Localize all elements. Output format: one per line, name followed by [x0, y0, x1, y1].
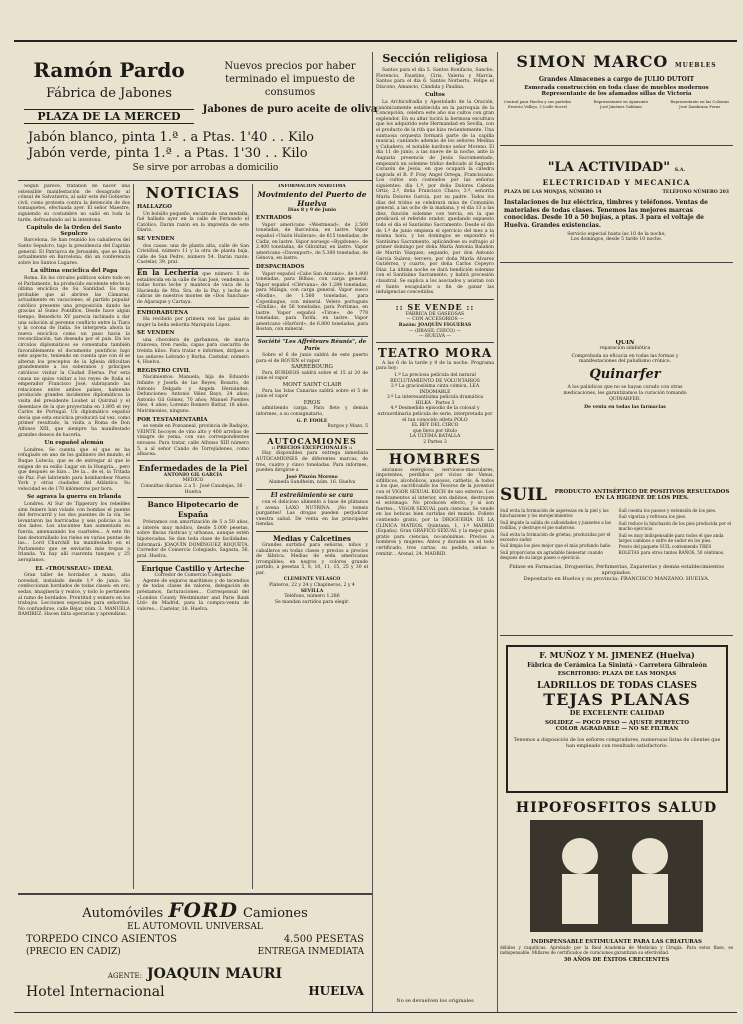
actividad-note: Los domingos, desde 5 tarde 10 noche.: [570, 237, 663, 242]
lecheria-title: En la Lechería: [137, 267, 199, 277]
teatro-program-item: HILKA · Partes 3: [415, 400, 455, 406]
maritima-heading: DESPACHADOS: [256, 263, 305, 270]
ramon-pardo-line1: Fábrica de Jabones: [46, 86, 172, 101]
hombres-title: HOMBRES: [388, 451, 482, 468]
societe-title: Société "Les Affréteurs Réunis", de París: [257, 339, 367, 353]
rule: [500, 145, 733, 146]
societe-text: Sobre el 6 de junio saldrá de este puerto para el de ROUEN el vapor: [256, 353, 368, 364]
bottom-rule: [14, 1012, 737, 1013]
se-vende-line: Razón: JOAQUÍN FIGUERAS: [398, 322, 472, 328]
column-rule: [497, 52, 498, 1012]
munoz-line4: TEJAS PLANAS: [543, 690, 691, 709]
rule: [500, 635, 733, 636]
autocamiones-title: AUTOCAMIONES: [267, 435, 357, 446]
hipofosfitos-l3: 30 AÑOS DE ÉXITOS CRECIENTES: [563, 957, 670, 964]
actividad-tag: S.A.: [674, 167, 686, 173]
news-heading: La última encíclica del Papa: [30, 268, 118, 275]
estrenimiento-text: con el delicioso alimento a base de plátanos y avena LAXO NUTRINA. ¡No tomeis purgantes! Las drogas pueden perjudicar vuestra salud. De venta en las principales tiendas.: [256, 499, 368, 528]
teatro-program-item: RECLUTAMIENTO DE VOLUNTARIOS: [390, 378, 480, 384]
enrique-sub: Corredor de Comercio Colegiado: [154, 573, 232, 579]
autocamiones-ad: [256, 433, 368, 486]
ramon-pardo-name: Ramón Pardo: [33, 58, 185, 82]
banco-ad: [137, 497, 249, 559]
quinarfer-text: Comprobada su eficacia en todas las formas y manifestaciones del paludismo crónico.: [571, 353, 679, 365]
maritima-title: Movimiento del Puerto de Huelva: [257, 189, 367, 208]
religiosa-heading: Cultos: [425, 92, 445, 99]
quinarfer-sub: reparación simbiótica: [599, 345, 651, 351]
actividad-phone: TELÉFONO NÚMERO 203: [662, 190, 729, 195]
quinarfer-ad: [560, 340, 690, 458]
se-vende-line: — HUELVA —: [418, 334, 452, 340]
hombres-text: ancianos enérgicos, nerviosos-musculares, impotentes, perdidos por vicios de Venus, sifilíticos, alcohólicos, ansiosos, cathetis, & todos a los que, sacrificando los Tesoros de la juventud con el VIGOR SEXUAL KOCH de uso externo. Los medicamentos al interior, son dañinos, destruyen el estómago. No producen efecto, y si son fuertes... VIGOR SEXUAL para ciencias. Se vende en las boticas bien surtidas del mundo. Folleto contiendo gratis, por la DROGUERÍA DE LA CLÍNICA MATEOS. Quintana, 1, 1.º MADRID (España). Gran GRÁFICO SEXUAL y la mejor guía gratis para ciencias, no-anónimas. Precios a hombres y mujeres: Antes y durante en el todo certificado, tres cartas, su pedido, señas a remitir... Arenal, 24. MADRID.: [376, 467, 494, 557]
suil-row: Suil es muy indispensable para todos el que anda largos caminos o sufre de sudor en los pies.: [618, 532, 724, 544]
maritima-date: Días 8 y 9 de Junio: [287, 207, 337, 213]
suil-title: SUIL: [500, 485, 548, 505]
munoz-name: F. MUÑOZ Y M. JIMENEZ (Huelva): [539, 650, 695, 660]
suil-row: Suil limpia los pies mejor que el más profundo baño.: [500, 543, 612, 549]
actividad-title: "LA ACTIVIDAD": [547, 160, 670, 175]
news-heading: Un español alemán: [44, 440, 104, 447]
lecheria-text: que número 5 de establecida en la calle de San José, vendemos a todas horas leche y manteca de vaca de la Hacienda de Nta. Sra. de la Paz, y leche de cabras de nuestros montes de «Dos Sanchas» de Aljaraque y Cartaya.: [137, 271, 249, 305]
se-vende-line: — CON ACCESORIOS —: [406, 317, 464, 323]
maritima-text: Vapor español «Cabo San Antonio», de 1.800 toneladas, para Bilbao, con carga general. Vapor español «Clérvana», de 1.284 toneladas, para Málaga, con carga general. Vapor sueco «Rodin», de 1.560 toneladas, para Copenhague, con mineral. Velero portugués «Emilia», de 56 toneladas, para Portimao, en lastre. Vapor español «Tiroe», de 778 toneladas, para Tarifa, en lastre. Vapor americano «Harford», de 6.800 toneladas, para Boston, con mineral.: [256, 271, 368, 333]
simon-marco-ad: [500, 52, 733, 140]
quinarfer-brand: Quinarfer: [589, 367, 661, 383]
simon-marco-small: Central para Huelva y sus partidos: [504, 99, 572, 104]
hipofosfitos-title: HIPOFOSFITOS SALUD: [515, 800, 718, 816]
munoz-line1: Fábrica de Cerámica La Sinintá - Carretera Gibraleón: [527, 662, 707, 669]
noticias-text: se vende en Pozoaneal, provincia de Badajoz, VEINTE bocoyes de vino alto y 400 arrobas de vinagre de yema, con sus correspondientes envases. Para tratar, calle Alfonso XIII número 5, a al señor Cando de Torrejúdenes, como albacea.: [137, 424, 249, 458]
munoz-line2: ESCRITORIO: PLAZA DE LAS MONJAS: [557, 671, 677, 677]
noticias-text: Ha recibido por primera vez las galas de mujer la bella señorita Mariquita López.: [137, 317, 249, 328]
column-rule: [372, 52, 373, 1012]
simon-marco-name: SIMON MARCO: [516, 52, 669, 71]
suil-row: Suil evita la formación de asperezas en la piel y las hinchazones y los enrojecimientos: [500, 508, 609, 519]
teatro-program-item: EL REY DEL CIRCO: [411, 423, 459, 429]
banco-text: Préstamos con amortización de 5 a 50 años, a interés muy módico, desde 5.000 pesetas, sobre fincas rústicas y urbanas, aunque estén hipotecadas. Se dan toda clase de facilidades. Informará: JOAQUÍN DOMÍNGUEZ ROQUETA. Corredor de Comercio Colegiado, Sagasta, 56, pral. Huelva.: [137, 520, 249, 559]
medias-name: CLEMENTE VELASCO: [283, 577, 341, 583]
ford-universal: EL AUTOMOVIL UNIVERSAL: [127, 922, 263, 932]
noticias-text: Un bolsillo pequeño, encarnado una medalla, fué hallado ayer en la calle de Fernando el Católico. Darán razón en la imprenta de este Diario.: [137, 211, 249, 234]
societe-vessel: SARREBOURG: [291, 364, 333, 371]
teatro-program-item: 4.º Desmedido episodio de la colosal y extraordinaria película de serie, interpretada por el tan conocido atleta POLO: [377, 406, 493, 423]
ford-post: Camiones: [243, 906, 308, 921]
enfermedades-sub: MEDICO: [182, 478, 204, 484]
autocamiones-address: Alameda Sundheim, núm. 16. Huelva: [268, 480, 356, 486]
rule: [18, 180, 372, 181]
teatro-program-item: 1.º La preciosa película del natural: [394, 372, 476, 378]
actividad-ad: [500, 160, 733, 256]
column-noticias: [137, 184, 249, 889]
religiosa-text: Santos para el día 5. Santos Bonifacio, Sancho, Florencio, Faustino, Ciris, Valeria y Marcia. Santos para el día 6. Santos Norberto, Felipe el Diácono, Amancio, Cándida y Paulina.: [376, 68, 494, 90]
maritima-header: INFORMACIÓN MARÍTIMA: [278, 184, 346, 189]
hipofosfitos-ad: [500, 800, 733, 1005]
se-vende-title: :: SE VENDE ::: [395, 301, 475, 312]
suil-row: Precio del paquete SUIL conteniendo TRES BOLETAS para otros tantos BAÑOS, 50 céntimos.: [618, 544, 725, 555]
rule: [18, 893, 372, 895]
column-religiosa: [376, 52, 494, 962]
ramon-pardo-line2: PLAZA DE LA MERCED: [24, 109, 194, 124]
ford-city: HUELVA: [308, 984, 364, 998]
medias-text: Grandes surtidos para señoras, niños y caballeros en todas clases y precios a precios de fábrica. Medias de seda americanas irrompibles; en negros y colores grande partido, a pesetas 5, 8, 10, 11, 15, 25 y 30 el par.: [256, 542, 368, 576]
news-heading: Capítulo de la Orden del Santo Sepulcro: [26, 225, 122, 237]
actividad-text: Instalaciones de luz eléctrica, timbres y teléfonos. Ventas de materiales de todas clases. Tenemos las mejores marcas conocidas. Desde 10 a 50 bujías, a ptas. 3 para el voltaje de Huelva. Grandes existencias.: [504, 199, 708, 229]
news-heading: Se agrava la guerra en Irlanda: [26, 494, 122, 501]
enfermedades-info: Consultas diarias: 2 a 5 · José Canalejas, 36 · Huelva: [140, 483, 246, 495]
ramon-pardo-ad: [18, 52, 388, 178]
munoz-line8: Tenemos a disposición de los señores compradores, numerosas listas de clientes que han empleado con resultado satisfactorio.: [513, 738, 721, 749]
medias-phone: Teléfono, número 1.286: [284, 594, 340, 600]
hipofosfitos-l2: débiles y raquíticas. Aprobado por la Real Academia de Medicina y Cirugía. Para estos fines, es indispensable. Millares de certificados de curaciones garantizan su efectividad.: [500, 945, 733, 956]
ford-price: 4.500 PESETAS: [283, 934, 364, 945]
column-maritima: [256, 184, 368, 889]
societe-text: Para BURDEOS saldrá sobre el 15 al 20 de junio el vapor: [256, 370, 368, 382]
se-vende-ad: [376, 299, 494, 343]
noticias-title: NOTICIAS: [145, 184, 241, 202]
ramon-pardo-price-green: Jabón verde, pinta 1.ª . a Ptas. 1'30 . . Kilo: [28, 146, 308, 161]
societe-text: Para las Islas Canarias saldrá sobre el 5 de junio el vapor: [256, 388, 368, 400]
munoz-ad: [506, 645, 728, 793]
news-intro: Según parece, tratabon de hacer una ostensible manifestación de desagrado al cónsul de Salvatierra, al salir este del Gobierno civil, como protesta contra la detención de dos tomaquetes, efectuada ayer. El señor Maestre, siguiendo su costumbre no salió en toda la tarde, defraudando así la intentona.: [18, 184, 130, 223]
ford-delivery: ENTREGA INMEDIATA: [257, 947, 364, 957]
medias-title: Medias y Calcetines: [272, 533, 352, 543]
quinarfer-top: QUIN: [615, 340, 635, 346]
column-news: [18, 184, 130, 889]
medias-ad: [256, 531, 368, 606]
quinarfer-body: A los palúdicos que no se hayan curado con otras medicaciones, les garantizamos la curación tomando QUINARFER.: [563, 385, 687, 402]
suil-row: Suil reduce la hinchazón de los pies producida por el mucho ejercicio.: [618, 520, 732, 532]
suil-row: Suil cuenta los paseos y extensión de los pies.: [618, 508, 717, 513]
ford-ad: [18, 898, 372, 1010]
noticias-heading: REGISTRO CIVIL: [137, 367, 191, 374]
teatro-title: TEATRO MORA: [377, 345, 493, 360]
simon-marco-line1: Esmerada construcción en toda clase de muebles modernos: [524, 85, 709, 91]
societe-text: admitiendo carga. Para flete y demás informes, a su consignatario,: [256, 406, 368, 417]
rule: [500, 262, 733, 263]
ford-agent: JOAQUIN MAURI: [147, 966, 283, 982]
autocamiones-name: José Pinzón Moreno: [286, 474, 338, 480]
ramon-pardo-promo2: Jabones de puro aceite de oliva: [202, 104, 378, 115]
simon-marco-sub: Grandes Almacenes a cargo de JULIO DUTOIT: [538, 76, 695, 83]
suil-ad: [500, 485, 733, 630]
estrenimiento-ad: [256, 489, 368, 528]
teatro-program-item: 2.º La graciosísima cinta cómica, LEA INDOMABLE: [390, 384, 480, 395]
suil-row: Suil proporciona un agradable bienestar cuando después de su largo paseo o ejercicio.: [500, 549, 603, 561]
simon-marco-small: Ernesto Vallejo, 3 (calle Sucre): [507, 104, 568, 109]
column-rule: [252, 184, 253, 889]
teatro-program-item: LA ÚLTIMA BATALLA: [409, 434, 461, 440]
news-text: Gran taller de bordados a mano, alta novedad, instalado desde 1.º de junio. Se confeccionan bordados de todas clases: en oro, sedas, imaginería y realce, y todo lo pertinente al ramo de bordados. Prontitud y esmero en los trabajos. Lecciones especiales para señoritas. No confundirse, calle Béjar, núm. 3. MANUELA RAMIREZ. Hacen falta operarias y aprendizas.: [18, 573, 130, 618]
munoz-line5: DE EXCELENTE CALIDAD: [569, 709, 665, 717]
noticias-heading: ENHORABUENA: [137, 309, 188, 316]
societe-ad: [256, 336, 368, 430]
hipofosfitos-l1: INDISPENSABLE ESTIMULANTE PARA LAS CRIATURAS: [531, 939, 702, 945]
simon-marco-tag: MUEBLES: [674, 62, 717, 69]
suil-row: Suil vigoriza y refresca los pies.: [618, 514, 687, 520]
suil-rows: [500, 508, 733, 561]
news-text: Barcelona. Se han reunido los caballeros del Santo Sepulcro, bajo la presidencia del Capitán general. El Patriarca de Jerusalén, que se halla actualmente en Barcelona, dió un conferencia sobre los Santos Lugares.: [18, 238, 130, 266]
teatro-intro: A las 6 de la tarde y 9 de la noche. Programa para hoy:: [376, 360, 494, 372]
ford-price-note: (PRECIO EN CADIZ): [26, 947, 121, 957]
ford-hotel: Hotel Internacional: [26, 984, 165, 1000]
teatro-program-item: 3.º La interesantísima película dramática: [386, 395, 484, 401]
quinarfer-foot: De venta en todas las farmacias: [584, 404, 666, 410]
suil-foot1: Pídase en Farmacias, Droguerías, Perfumerías, Zapaterías y demás establecimientos apropiados.: [509, 563, 724, 576]
ford-pre: Automóviles: [82, 906, 164, 921]
munoz-line7: COLOR AGRADABLE — NO SE FILTRAN: [555, 726, 679, 732]
societe-vessel: EROS: [303, 399, 321, 406]
noticias-heading: POR TESTAMENTARÍA: [137, 416, 208, 423]
ford-brand: FORD: [168, 898, 238, 922]
ford-agent-label: AGENTE:: [107, 972, 142, 980]
religiosa-title: Sección religiosa: [382, 52, 488, 65]
se-vende-line: FÁBRICA DE GASEOSAS: [405, 311, 465, 317]
top-rule: [14, 40, 737, 42]
ramon-pardo-delivery: Se sirve por arrobas a domicilio: [132, 163, 279, 173]
se-vende-line: — (BRASIL CHICO) —: [409, 328, 461, 334]
simon-marco-small: José Zambrano Fernz: [679, 104, 721, 109]
noticias-heading: SE VENDEN: [137, 235, 175, 242]
noticias-text: una chocolera de garbanzos, de marca francesa, tren rueda, capas para cascarita de treinta kilos. Para tratar e informes, diríjase a los señores Lobrado y Borba. Castelar, número 4, Huelva.: [137, 337, 249, 366]
ford-model: TORPEDO CINCO ASIENTOS: [26, 934, 177, 945]
news-heading: EL «TROUSSEAU» IDEAL: [35, 565, 113, 572]
medias-note: Se mandan surtidos para elegir.: [274, 599, 350, 605]
societe-vessel: MONT SAINT CLAIR: [282, 382, 342, 389]
societe-address: Burgos y Mazo, 5: [327, 424, 368, 430]
medias-address: Plateros, 22 y 24 y Chapineros, 2 y 4: [269, 583, 355, 589]
ramon-pardo-price-white: Jabón blanco, pinta 1.ª . a Ptas. 1'40 . . Kilo: [28, 130, 314, 145]
enfermedades-ad: [137, 460, 249, 495]
enrique-text: Agente de seguros marítimos y de incendios y de todas clases de valores, delegación de préstamos, facturaciones... Corresponsal del «London County Westminster and Paris Bank Ltd» de Madrid, para la compra-venta de valores... Castelar, 16. Huelva.: [137, 578, 249, 612]
suil-row: Suil impide la salida de callosidades y juanetes a las rodillas, y destruye el pie sudoroso.: [500, 519, 612, 531]
noticias-text: dos casas: una de planta alta, calle de San Cristóbal, número 11 y la otra de planta baja, calle de San Pedro, número 54. Darán razón: Castelar, 39, pral.: [137, 243, 249, 266]
noticias-text: Nacimientos: Manuela, hija de Eduardo Infante y Josefa de las Reyes; Rosario, de Antonio Delgado y Angela Hernández. Defunciones: Antonio Vélez Bayo, 24 años; Antonio Gil Gómez, 70 años; Manuel Fuentes Diez, 4 años; Lorenzo Romero Battar, 18 años. Matrimonios, ninguno.: [137, 375, 249, 414]
suil-head: PRODUCTO ANTISÉPTICO DE POSITIVOS RESULTADOS EN LA HIGIENE DE LOS PIES.: [554, 488, 730, 501]
actividad-address: PLAZA DE LAS MONJAS, NÚMERO 14: [504, 190, 602, 195]
noticias-heading: HALLAZGO: [137, 204, 172, 210]
teatro-program-item: 2 Partes 3: [423, 440, 447, 446]
munoz-line3: LADRILLOS DE TODAS CLASES: [536, 681, 698, 691]
enfermedades-name: ANTONIO GIL GARCÍA: [163, 472, 223, 478]
teatro-program: [376, 373, 494, 446]
estrenimiento-title: El estreñimiento se cura: [270, 491, 354, 499]
enrique-title: Enrique Castillo y Arteche: [141, 564, 245, 574]
enrique-ad: [137, 561, 249, 612]
banco-title: Banco Hipotecario de España: [147, 500, 239, 520]
societe-agent: G. P. FOOLE: [296, 418, 328, 424]
hombres-ad: [376, 449, 494, 558]
teatro-program-item: que lleva por título: [412, 428, 458, 434]
news-text: Roma. En los círculos políticos sobre todo en el Parlamento, ha producido excelente efecto la última encíclica de Su Santidad. Es muy probable que al abrirse las Cámaras, actualmente en vacaciones, el partido popular católico presente una proposición dando las gracias al Sumo Pontífice. Desde hace algún tiempo, Benedicto XV parecía inclinado a dar una solución al perenne conflicto entre la Tiara y la corona de Italia. Se interpreta ahora la nueva encíclica como un paso hacia la reconciliación, tan deseada por el país. En los círculos diplomáticos se comentaba también favorablemente el documento pontificio bajo este aspecto, teniendo en cuenta que con él se alteran los preceptos de la Iglesia dificultan grandemente a los soberanos y príncipes católicos visitar la Ciudad Eterna. Por esta causa no quiso visitar a los reyes de Italia el emperador Francisco José, subrayando las relaciones entre ambos países, habiendo producido grandes incidentes diplomáticos la visita del presidente Loubet al Quirinal y el desenlace de la que proyectaba en 1.895 el rey Carlos de Portugal. Un diplomático español decía que esta encíclica producirá tal vez, como primer resultado, la visita a Roma de Don Alfonso XIII, que siempre ha manifestado grandes deseos de hacerla.: [18, 275, 130, 438]
enfermedades-title: Enfermedades de la Piel: [138, 462, 248, 473]
autocamiones-text: Hay disponibles para entrega inmediata AUTOCAMIONES de diferentes marcas, de tres, cuatro y cinco toneladas. Para informes, pueden dirigirse a: [256, 451, 368, 474]
actividad-note: Servicio especial hasta las 10 de la noche;: [567, 232, 666, 237]
suil-foot2: Depositario en Huelva y su provincia: FRANCISCO MANZANO. HUELVA.: [523, 575, 710, 582]
medias-city: SEVILLA: [300, 588, 324, 594]
munoz-line6: SOLIDEZ — POCO PESO — AJUSTE PERFECTO: [544, 720, 690, 726]
ramon-pardo-promo1: Nuevos precios por haber terminado el impuesto de consumos: [224, 61, 356, 98]
hipofosfitos-illustration: [500, 816, 733, 936]
actividad-sub: ELECTRICIDAD Y MECANICA: [542, 178, 691, 187]
news-text: Londres. Al Sur de Tipperary los rebeldes sinn feiners han volado con bombas el puente del ferrocarril y los dos puentes de la vía. Se levantaron las barricadas y seis policías a los dos lados. Los atacantes han aumentado su fuerza, amenazando los cuarteles... A este fin han destornillado los rieles en varias puntas de las... Lord Churchill ha manifestado en el Parlamento que se enviarán más tropas a Irlanda. Ya hay allí cuarenta tanques y 25 aeroplanos.: [18, 502, 130, 563]
maritima-text: Vapor americano «Westmead», de 2.500 toneladas, de Barcelona, en lastre. Vapor español «Unión Huileras», de 615 toneladas, de Cádiz, en lastre. Vapor noruego «Bygdones», de 2.400 toneladas, de Gibraltar, en lastre. Vapor americano «Davenport», de 5.300 toneladas, de Génova, en lastre.: [256, 222, 368, 262]
religiosa-text: La Archicofradía y Apostolado de la Oración, canónicamente establecida en la parroquia de la Concepción, celebra este año sus cultos con gran esplendor. En su altar lucirá la hermosa escultura que los adquirido este Hermandad en Sevilla, con el producto de la rifa que hizo recientemente. Una suntuosa orquesta formará parte de la capilla musical, cantando además de los señores Medina y Cabañero, el notable barítono señor Moreno. El día 11 de junio, a las nueve de la noche, ante la Augusta presencia de Jesús Sacramentado, empezará un solemne triduo dedicado al Sagrado Corazón de Jesús, en que ocupará la cátedra sagrada el R. P. Fray Angel Ortega, Franciscano. Los cultos son costeados por las señoras siguientes: día 1.º, por doña Dolores Cabeza Ortiz; 2.º, doña Francisco Chaco; 3.º, señorita María Dolores García, por su padre. Todos los días del triduo se celebrará misa de Comunión general, a las ocho de la mañana, y el día 13 a las diez, función solemne con tercia, en la que predicará el referido orador, quedando expuesto todo el día el Santísimo Sacramento. Desde el día de 1.º de junio empieza el ejercicio del mes a la misma hora, y los domingos se expondrá el Santísimo Sacramento, aplicándose su sufragio al primer domingo por doña María Antonia Balañón de Martín Vázquez; segundo, por don Antonio García Suárez; tercero, por doña María Alvarez Gutiérrez, y cuarto, por doña Carlos Cepeyro Díaz. La última noche se dará bendición solemne con el Santísimo Sacramento, y habrá procesión claustral. Se suplica a los asociados y asistan con el Santo escapulario a fin de ganar las indulgencias concedidas.: [376, 99, 494, 296]
suil-row: Suil evita la formación de grietas, producidas por el excesivo sudor.: [500, 531, 611, 543]
column-rule: [133, 184, 134, 889]
footer-note: No se devuelven los originales: [396, 998, 474, 1004]
simon-marco-small: Representante en las Colonias: [670, 99, 729, 104]
news-text: Londres. Se cuenta que el que se ha refugiado en uno de los gallinero del mundo, el Buque Lutecia, que es de entregar al que le exigen de su exilio Lugar en la Hungría... pero que después se hizo... De la... de el, la Tritada de Paz. Fué labriendo para hombardear Nueva York y otras ciudades del Atlántico. Su velocidad es de 170 kilómetros por hora.: [18, 447, 130, 492]
simon-marco-line2: Representante de los afamados sillas de Victoria: [541, 91, 692, 97]
noticias-heading: SE VENDEN: [137, 330, 175, 337]
simon-marco-small: Representante en Ayamonte: [593, 99, 649, 104]
simon-marco-small: José Jiménez Galiñani: [599, 104, 642, 109]
teatro-section: [376, 346, 494, 446]
maritima-heading: ENTRADOS: [256, 215, 292, 222]
autocamiones-sub: :: PRECIOS EXCEPCIONALES ::: [271, 445, 353, 451]
